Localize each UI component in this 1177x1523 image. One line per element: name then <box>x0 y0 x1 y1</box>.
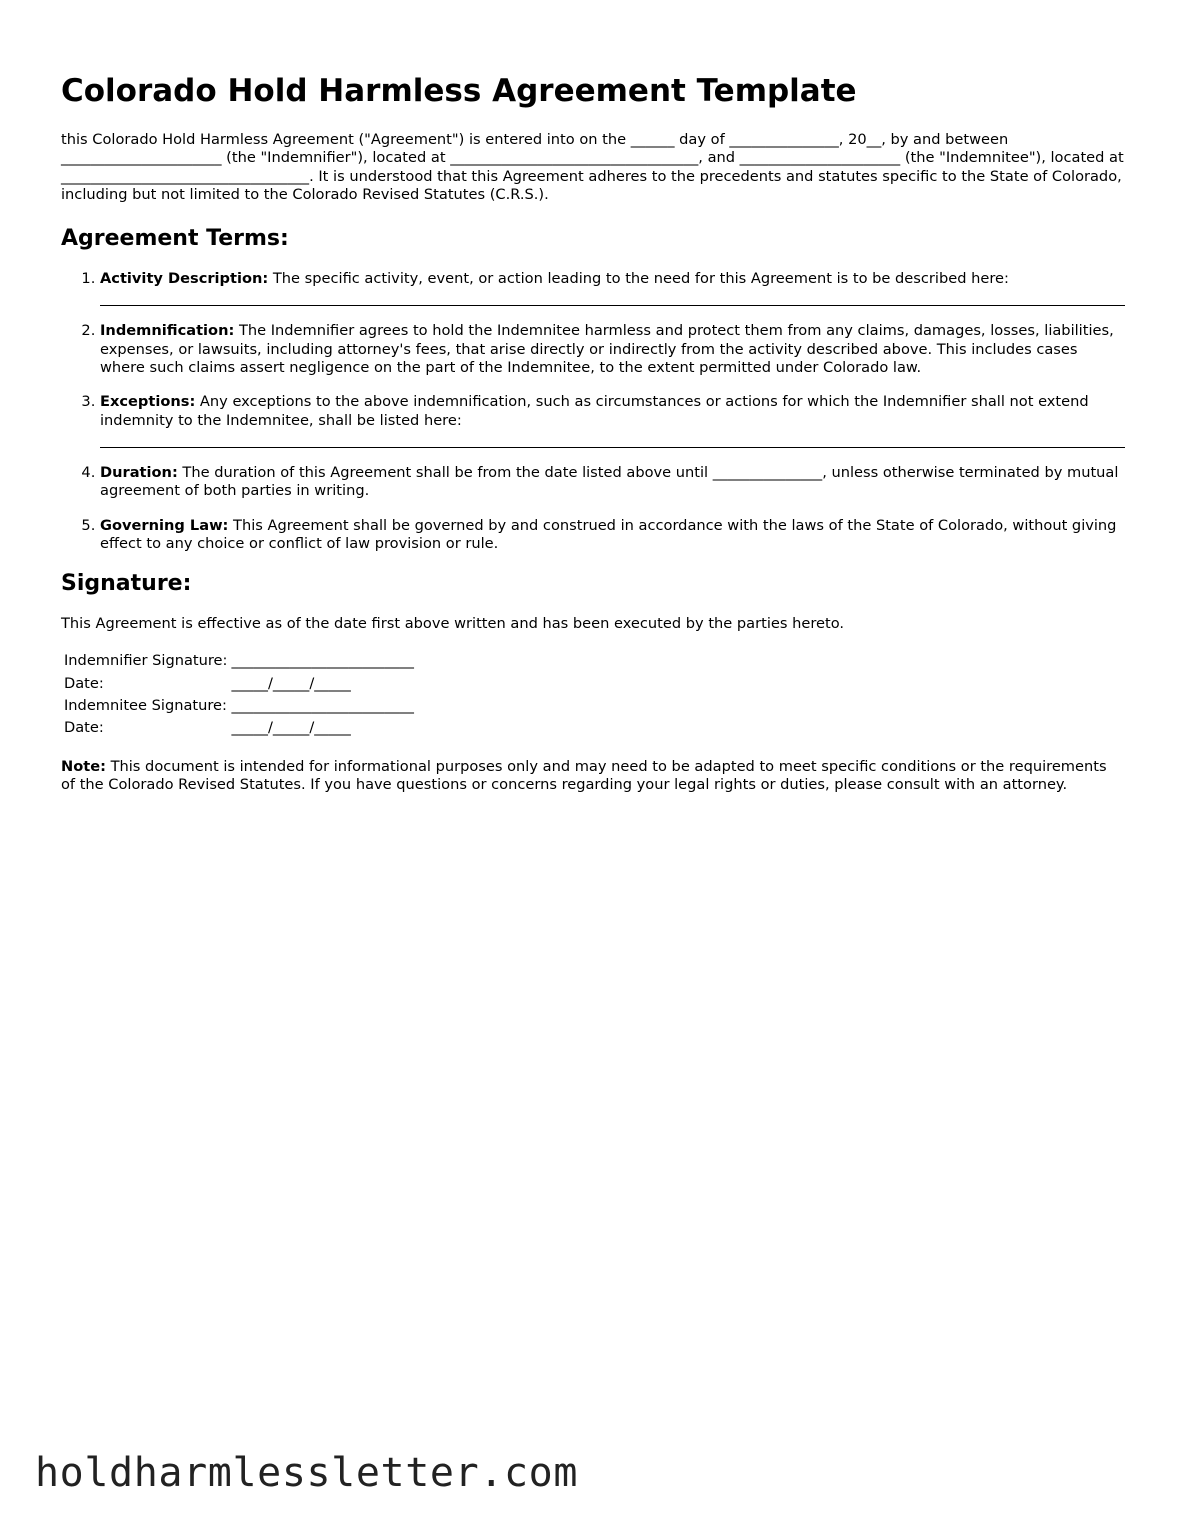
exceptions-fill-line <box>100 430 1125 448</box>
term-item-activity-description <box>100 270 1125 306</box>
signature-row-indemnitee <box>62 695 416 717</box>
intro-paragraph: this Colorado Hold Harmless Agreement ("Agreement") is entered into on the ______ day of _______________, 20__, by and between ______________________ (the "Indemnifier"), located at __________________________________, and ______________________ (the "Indemnitee"), located at __________________________________. It is understood that this Agreement adheres to the precedents and statutes specific to the State of Colorado, including but not limited to the Colorado Revised Statutes (C.R.S.). <box>61 131 1124 203</box>
term-item-indemnification <box>100 322 1125 377</box>
site-watermark: holdharmlessletter.com <box>35 1450 579 1496</box>
term-text: The duration of this Agreement shall be from the date listed above until _______________, unless otherwise terminated by mutual agreement of both parties in writing. <box>100 463 1119 500</box>
term-label: Indemnification: <box>100 322 235 340</box>
date-row-indemnitee <box>62 717 416 739</box>
note-paragraph <box>61 758 1125 795</box>
signature-label: Indemnitee Signature: <box>64 697 227 715</box>
document-title: Colorado Hold Harmless Agreement Template <box>61 73 857 109</box>
terms-list <box>61 270 1125 553</box>
term-label: Exceptions: <box>100 393 196 411</box>
term-item-exceptions <box>100 393 1125 448</box>
term-text: This Agreement shall be governed by and construed in accordance with the laws of the State of Colorado, without giving effect to any choice or conflict of law provision or rule. <box>100 516 1117 552</box>
term-text: The specific activity, event, or action leading to the need for this Agreement is to be described here: <box>268 270 1009 288</box>
terms-heading: Agreement Terms: <box>61 226 289 252</box>
signature-table <box>62 650 416 739</box>
date-blank: _____/_____/_____ <box>231 674 351 692</box>
signature-blank: _________________________ <box>231 652 414 670</box>
date-blank: _____/_____/_____ <box>231 719 351 737</box>
signature-heading: Signature: <box>61 571 192 597</box>
date-label: Date: <box>64 674 104 692</box>
activity-description-fill-line <box>100 288 1125 306</box>
note-label: Note: <box>61 757 106 775</box>
effective-statement: This Agreement is effective as of the date first above written and has been executed by the parties hereto. <box>61 615 845 633</box>
term-item-governing-law <box>100 517 1125 554</box>
signature-label: Indemnifier Signature: <box>64 652 228 670</box>
date-row-indemnifier <box>62 673 416 695</box>
note-text: This document is intended for informational purposes only and may need to be adapted to meet specific conditions or the requirements of the Colorado Revised Statutes. If you have questions or concerns regarding your legal rights or duties, please consult with an attorney. <box>61 757 1107 793</box>
term-label: Governing Law: <box>100 516 229 534</box>
date-label: Date: <box>64 719 104 737</box>
signature-blank: _________________________ <box>231 697 414 715</box>
term-label: Duration: <box>100 463 178 481</box>
signature-row-indemnifier <box>62 650 416 672</box>
document-page <box>61 70 1125 794</box>
term-text: The Indemnifier agrees to hold the Indemnitee harmless and protect them from any claims, damages, losses, liabilities, expenses, or lawsuits, including attorney's fees, that arise directly or indirectly from the activity described above. This includes cases where such claims assert negligence on the part of the Indemnitee, to the extent permitted under Colorado law. <box>100 322 1114 377</box>
term-item-duration <box>100 464 1125 501</box>
term-text: Any exceptions to the above indemnification, such as circumstances or actions for which the Indemnifier shall not extend indemnity to the Indemnitee, shall be listed here: <box>100 393 1089 429</box>
term-label: Activity Description: <box>100 270 269 288</box>
